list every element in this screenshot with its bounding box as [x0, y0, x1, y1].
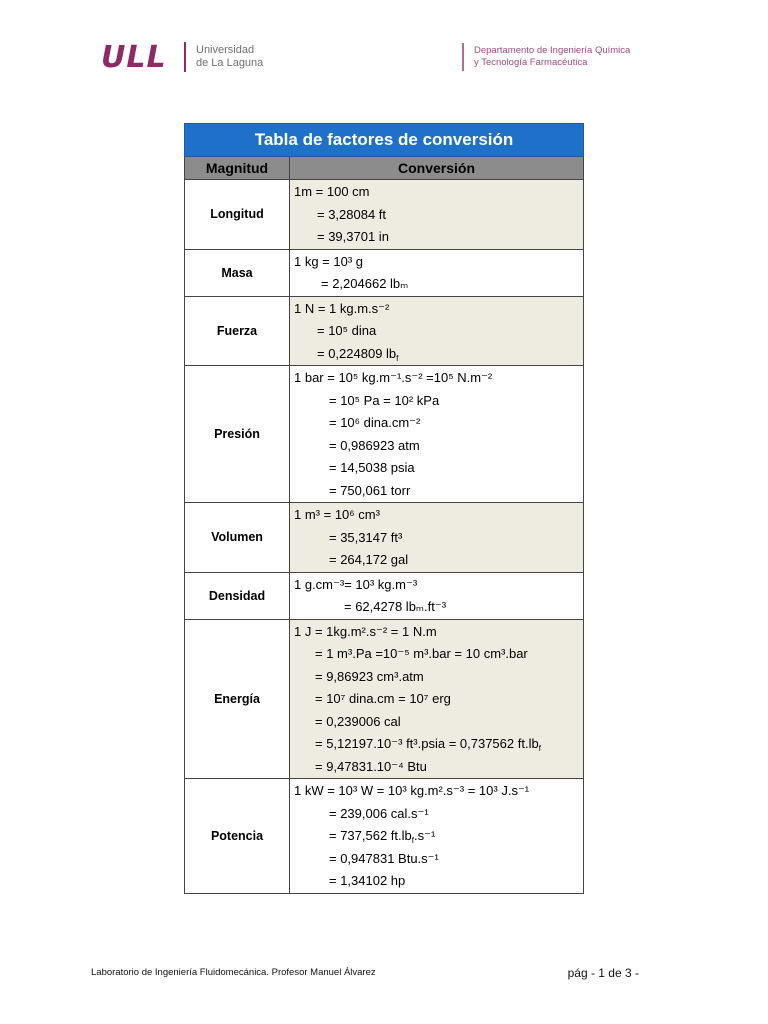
- conversion-line: 1 m³ = 10⁶ cm³: [294, 507, 380, 522]
- table-row-densidad: [184, 573, 584, 620]
- conversion-line: 1 bar = 10⁵ kg.m⁻¹.s⁻² =10⁵ N.m⁻²: [294, 370, 493, 385]
- table-row-potencia: [184, 779, 584, 894]
- magnitude-label: Longitud: [185, 180, 290, 249]
- page-footer: [91, 967, 639, 983]
- conversion-line: = 10⁵ dina: [317, 323, 377, 338]
- conversion-line: = 750,061 torr: [329, 482, 411, 498]
- conversion-line: = 10⁵ Pa = 10² kPa: [329, 392, 440, 408]
- conversion-line: = 10⁶ dina.cm⁻²: [329, 415, 421, 430]
- conversion-line: = 0,239006 cal: [315, 713, 401, 729]
- conversion-cell: [290, 180, 583, 249]
- conversion-line: 1 J = 1kg.m².s⁻² = 1 N.m: [294, 623, 437, 639]
- conversion-cell: [290, 250, 583, 296]
- conversion-line: = 1,34102 hp: [329, 873, 406, 888]
- conversion-line: = 9,86923 cm³.atm: [315, 668, 424, 684]
- conversion-cell: [290, 573, 583, 619]
- conversion-line: = 3,28084 ft: [317, 206, 387, 222]
- conversion-cell: [290, 366, 583, 502]
- conversion-line: = 9,47831.10⁻⁴ Btu: [315, 758, 427, 774]
- ull-logo: ULL: [101, 40, 167, 75]
- conversion-table: [184, 123, 584, 894]
- magnitude-label: Fuerza: [185, 297, 290, 366]
- page-number: pág - 1 de 3 -: [567, 966, 639, 980]
- university-line-1: Universidad: [196, 44, 255, 56]
- conversion-cell: [290, 620, 583, 779]
- conversion-line: = 2,204662 lbₘ: [321, 276, 409, 291]
- table-row-masa: [184, 250, 584, 297]
- page-header: [0, 38, 768, 78]
- conversion-line: = 239,006 cal.s⁻¹: [329, 805, 429, 821]
- conversion-line: = 264,172 gal: [329, 552, 409, 567]
- conversion-line: = 0,986923 atm: [329, 437, 420, 453]
- conversion-cell: [290, 779, 583, 893]
- department-name: [474, 45, 630, 69]
- table-row-longitud: [184, 180, 584, 250]
- table-row-presion: [184, 366, 584, 503]
- conversion-line: = 39,3701 in: [317, 229, 389, 244]
- conversion-line: = 1 m³.Pa =10⁻⁵ m³.bar = 10 cm³.bar: [315, 646, 528, 661]
- conversion-line: 1 g.cm⁻³= 10³ kg.m⁻³: [294, 576, 418, 592]
- conversion-line: = 35,3147 ft³: [329, 529, 403, 545]
- magnitude-label: Potencia: [185, 779, 290, 893]
- conversion-line: = 5,12197.10⁻³ ft³.psia = 0,737562 $ft.lb_f$: [315, 736, 541, 753]
- column-header-conversion: Conversión: [397, 160, 475, 176]
- conversion-line: = 0,224809 $lb_f$: [317, 345, 399, 363]
- magnitude-label: Masa: [185, 250, 290, 296]
- table-row-volumen: [184, 503, 584, 573]
- university-name: [196, 44, 263, 70]
- conversion-line: = 62,4278 lbₘ.ft⁻³: [344, 599, 447, 614]
- conversion-cell: [290, 503, 583, 572]
- department-divider: [462, 43, 464, 71]
- university-line-2: de La Laguna: [196, 57, 264, 69]
- conversion-line: 1 kW = 10³ W = 10³ kg.m².s⁻³ = 10³ J.s⁻¹: [294, 783, 530, 798]
- table-row-fuerza: [184, 297, 584, 367]
- magnitude-label: Energía: [185, 620, 290, 779]
- department-line-2: y Tecnología Farmacéutica: [474, 57, 588, 68]
- conversion-line: 1m = 100 cm: [294, 184, 370, 199]
- magnitude-label: Presión: [185, 366, 290, 502]
- magnitude-label: Densidad: [185, 573, 290, 619]
- conversion-line: 1 N = 1 kg.m.s⁻²: [294, 300, 390, 316]
- conversion-line: = 14,5038 psia: [329, 460, 415, 475]
- conversion-cell: [290, 297, 583, 366]
- conversion-line: 1 kg = 10³ g: [294, 253, 364, 269]
- conversion-line: = 10⁷ dina.cm = 10⁷ erg: [315, 691, 451, 706]
- table-title: Tabla de factores de conversión: [184, 123, 584, 157]
- table-row-energia: [184, 620, 584, 780]
- conversion-line: = 737,562 $ft.lb_f.s^{-1}$: [329, 828, 436, 845]
- footer-course-label: Laboratorio de Ingeniería Fluidomecánica. Profesor Manuel Álvarez: [91, 967, 376, 978]
- conversion-line: = 0,947831 Btu.s⁻¹: [329, 850, 439, 866]
- table-header-row: [184, 157, 584, 180]
- magnitude-label: Volumen: [185, 503, 290, 572]
- column-header-magnitud: Magnitud: [185, 157, 290, 179]
- department-line-1: Departamento de Ingeniería Química: [474, 45, 631, 56]
- logo-divider: [184, 42, 186, 72]
